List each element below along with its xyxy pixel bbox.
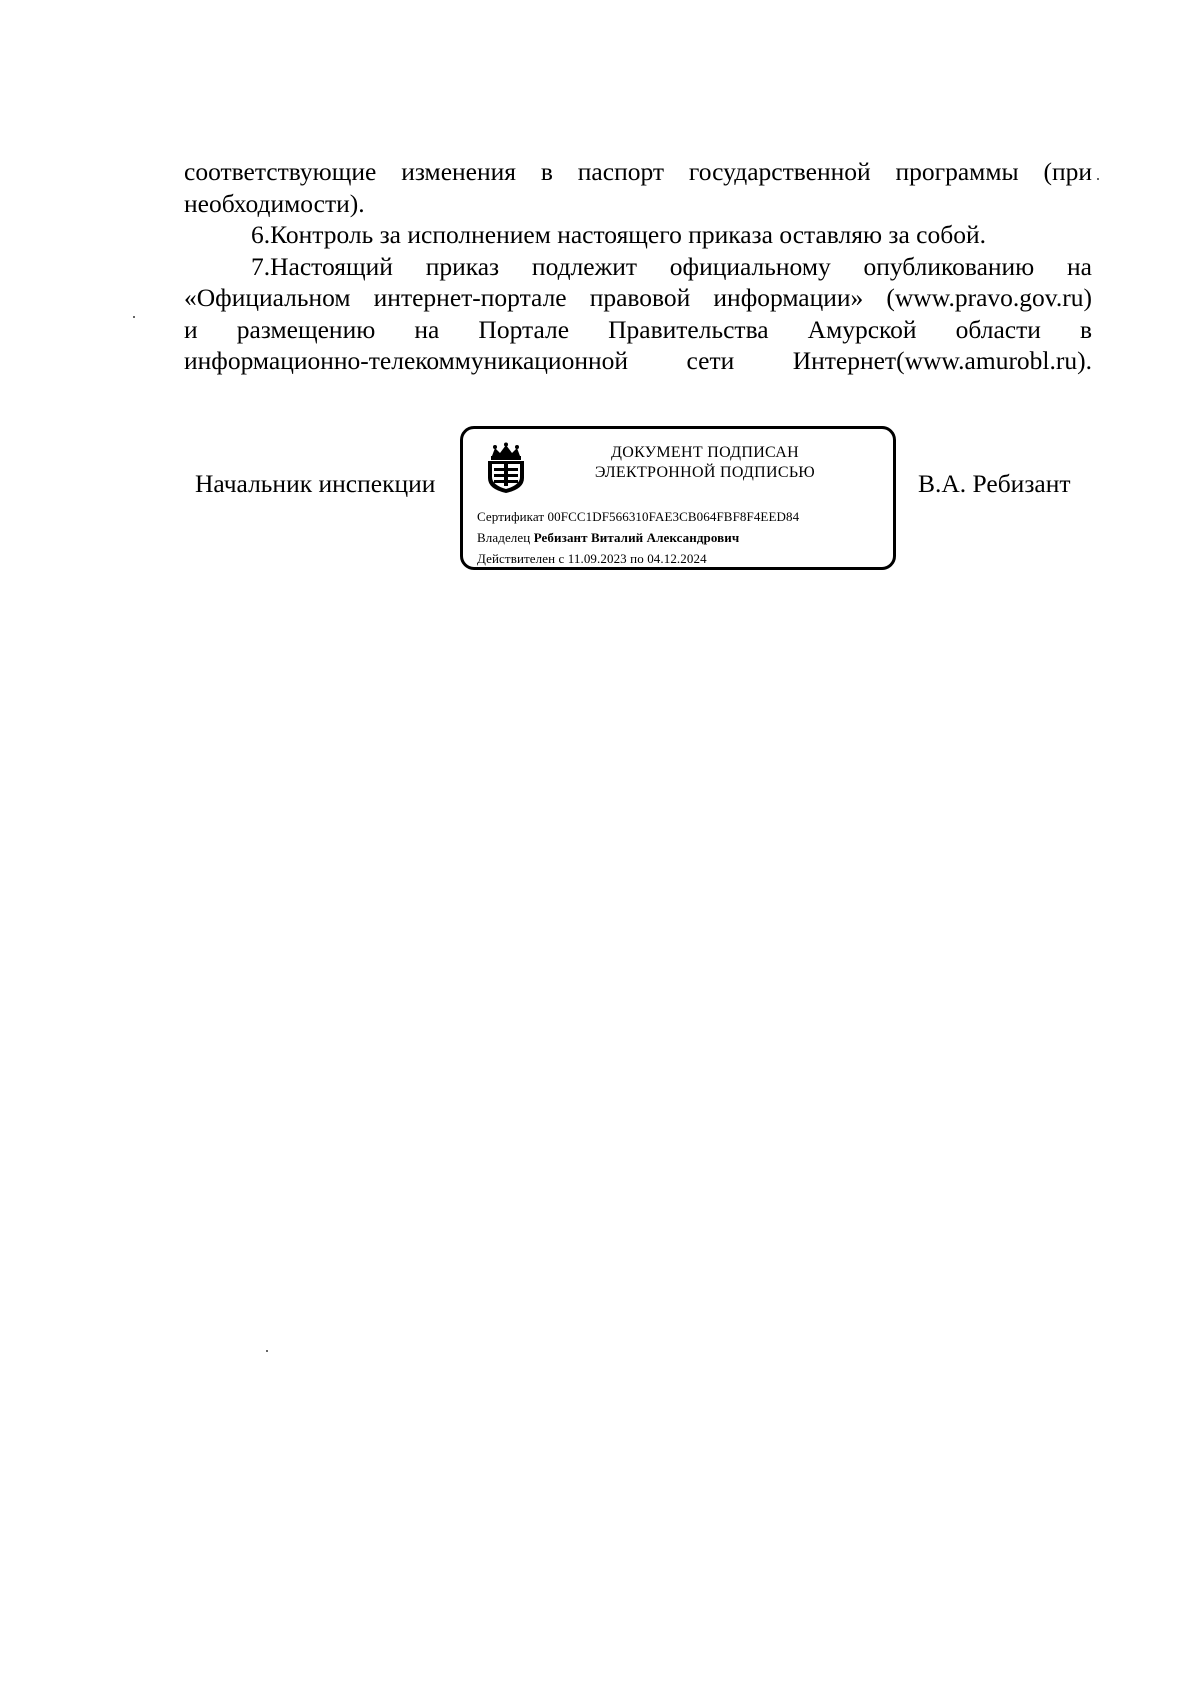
- owner-line: [477, 530, 739, 546]
- text-line: информационно-телекоммуникационной сети Интернет(www.amurobl.ru).: [184, 346, 1092, 375]
- signature-block: [0, 420, 1200, 580]
- scan-speck: [133, 316, 135, 318]
- certificate-line: [477, 509, 799, 525]
- validity-line: [477, 551, 707, 567]
- stamp-title: [555, 443, 855, 483]
- owner-value: Ребизант Виталий Александрович: [533, 530, 740, 545]
- signer-name: В.А. Ребизант: [918, 469, 1071, 498]
- document-body: [184, 156, 1092, 377]
- electronic-signature-stamp: [460, 426, 896, 570]
- text-line: и размещению на Порталe Правительства Амурской области в: [184, 314, 1092, 344]
- validity-label: Действителен: [477, 551, 556, 566]
- text-line: необходимости).: [184, 188, 365, 218]
- scan-speck: [1097, 178, 1099, 180]
- paragraph-7: [184, 251, 1092, 377]
- text-line: 6.Контроль за исполнением настоящего приказа оставляю за собой.: [251, 220, 986, 249]
- stamp-title-line: ЭЛЕКТРОННОЙ ПОДПИСЬЮ: [594, 464, 816, 481]
- stamp-title-line: ДОКУМЕНТ ПОДПИСАН: [611, 444, 799, 461]
- text-line: 7.Настоящий приказ подлежит официальному опубликованию на: [251, 251, 1092, 281]
- amur-coat-of-arms-icon: [483, 442, 529, 494]
- scan-speck: [266, 1350, 268, 1352]
- validity-from: 11.09.2023: [567, 551, 627, 566]
- certificate-value: 00FCC1DF566310FAE3CB064FBF8F4EED84: [547, 509, 800, 524]
- signer-position: Начальник инспекции: [195, 469, 436, 498]
- validity-to-label: по: [630, 551, 644, 566]
- paragraph-5-end: [184, 156, 1092, 219]
- certificate-label: Сертификат: [477, 509, 545, 524]
- paragraph-6: [184, 219, 1092, 251]
- text-line: «Официальном интернет-портале правовой информации» (www.pravo.gov.ru): [184, 283, 1092, 312]
- text-line: соответствующие изменения в паспорт государственной программы (при: [184, 157, 1092, 186]
- validity-to: 04.12.2024: [647, 551, 707, 566]
- validity-from-label: с: [558, 551, 565, 566]
- owner-label: Владелец: [477, 530, 531, 545]
